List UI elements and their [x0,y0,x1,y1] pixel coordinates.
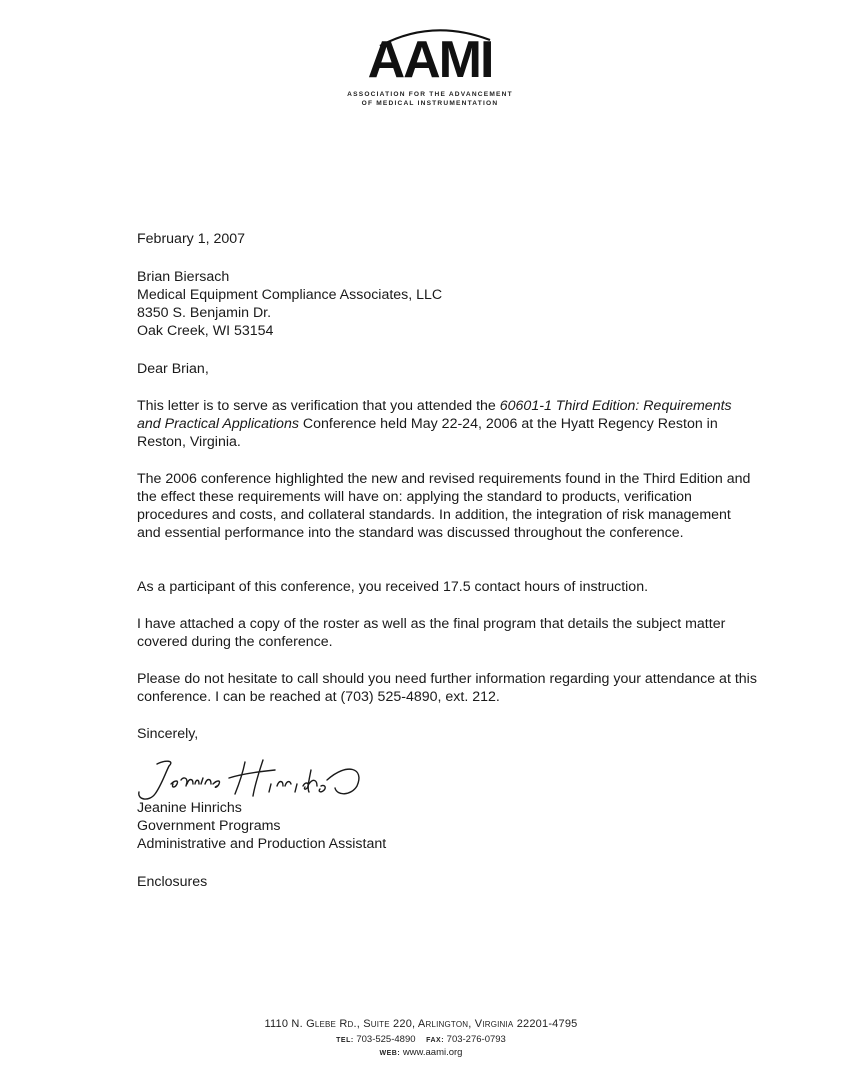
web-label: WEB: [379,1050,401,1057]
footer-address [0,1018,842,1030]
recipient-city: Oak Creek, WI 53154 [137,323,274,339]
sender-block [137,799,757,853]
sender-name: Jeanine Hinrichs [137,800,242,816]
logo-subtitle-line1: ASSOCIATION FOR THE ADVANCEMENT [347,91,513,98]
sender-title: Administrative and Production Assistant [137,836,387,852]
tel-number: 703-525-4890 [356,1034,416,1045]
tel-label: TEL: [336,1037,354,1044]
salutation: Dear Brian, [137,361,209,377]
web-address: www.aami.org [402,1047,463,1058]
body-paragraph-2: The 2006 conference highlighted the new and revised requirements found in the Third Edition and the effect these requirements will have on: applying the standard to products, verification procedures and costs, and collateral standards. In addition, the integration of risk management and essential performance into the standard was discussed throughout the conference. [137,471,751,541]
closing: Sincerely, [137,726,199,742]
recipient-street: 8350 S. Benjamin Dr. [137,305,272,321]
footer-address-text: 1110 N. Glebe Rd., Suite 220, Arlington, Virginia 22201-4795 [264,1018,578,1030]
logo-subtitle-line2: OF MEDICAL INSTRUMENTATION [361,100,499,107]
logo-wordmark: AAMI [367,31,493,89]
recipient-name: Brian Biersach [137,269,230,285]
footer-web [0,1047,842,1058]
footer-contact [0,1034,842,1045]
handwritten-signature [125,750,385,805]
recipient-company: Medical Equipment Compliance Associates, LLC [137,287,443,303]
sender-department: Government Programs [137,818,281,834]
enclosures-note: Enclosures [137,874,208,890]
body-paragraph-1 [137,397,757,451]
conference-title: 60601-1 Third Edition: Requirements and Practical Applications [137,398,732,432]
body-paragraph-4: I have attached a copy of the roster as well as the final program that details the subject matter covered during the conference. [137,616,726,650]
para1-intro: This letter is to serve as verification that you attended the [137,398,500,414]
recipient-address [137,268,757,340]
para1-details: Conference held May 22-24, 2006 at the Hyatt Regency Reston in Reston, Virginia. [137,416,718,450]
fax-number: 703-276-0793 [446,1034,506,1045]
body-paragraph-3: As a participant of this conference, you received 17.5 contact hours of instruction. [137,579,649,595]
letter-date: February 1, 2007 [137,231,246,247]
fax-label: FAX: [426,1037,445,1044]
aami-logo [340,22,520,122]
body-paragraph-5: Please do not hesitate to call should you need further information regarding your attendance at this conference. I can be reached at (703) 525-4890, ext. 212. [137,671,757,705]
